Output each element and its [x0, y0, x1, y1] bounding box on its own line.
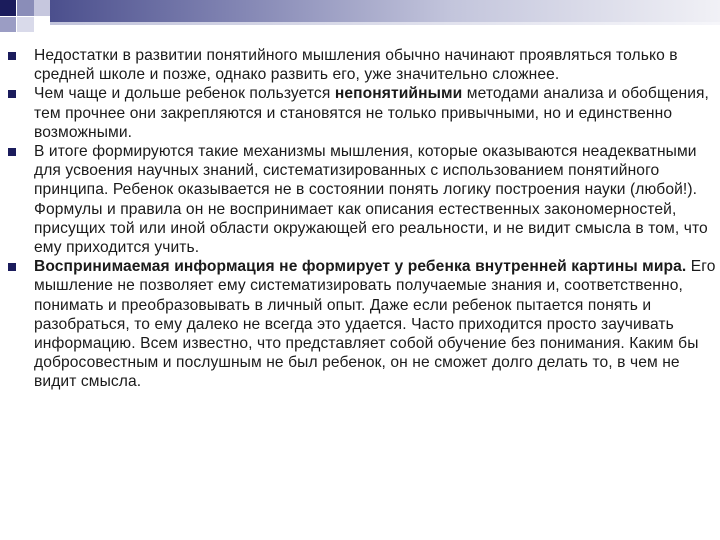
- list-item: [8, 142, 716, 257]
- decor-square-light: [34, 0, 50, 16]
- list-item: [8, 257, 716, 391]
- bullet-text-start: Чем чаще и дольше ребенок пользуется: [34, 85, 335, 103]
- header-gradient-bar: [50, 0, 720, 22]
- decor-square-mid: [17, 0, 34, 16]
- bullet-text-bold: Воспринимаемая информация не формирует у ребенка внутренней картины мира.: [34, 258, 687, 276]
- bullet-text-end: методами анализа и обобщения, тем прочнее они закрепляются и становятся не только привычными, но и единственно возможными.: [34, 85, 709, 141]
- decor-square-light: [17, 17, 34, 32]
- decor-square-dark: [0, 0, 16, 16]
- list-item: [8, 46, 716, 84]
- square-bullet-icon: [8, 148, 16, 156]
- square-bullet-icon: [8, 263, 16, 271]
- square-bullet-icon: [8, 90, 16, 98]
- bullet-list: [8, 46, 716, 392]
- decor-square-mid: [0, 17, 16, 32]
- bullet-text-bold: непонятийными: [334, 85, 463, 103]
- header-divider: [50, 22, 720, 25]
- bullet-text: Недостатки в развитии понятийного мышления обычно начинают проявляться только в средней школе и позже, однако развить его, уже значительно сложнее.: [34, 47, 678, 84]
- bullet-text: В итоге формируются такие механизмы мышления, которые оказываются неадекватными для усвоения научных знаний, систематизированных с использованием понятийного принципа. Ребенок оказывается не в состоянии понять логику построения науки (любой!). Формулы и правила он не воспринимает как описания естественных закономерностей, присущих той или иной области окружающей его реальности, и не видит смысла в том, что ему приходится учить.: [34, 143, 708, 257]
- bullet-text-end: Его мышление не позволяет ему систематизировать получаемые знания и, соответственно, понимать и преобразовывать в личный опыт. Даже если ребенок пытается понять и разобраться, то ему далеко не всегда это удается. Часто приходится просто заучивать информацию. Всем известно, что представляет собой обучение без понимания. Каким бы добросовестным и послушным не был ребенок, он не сможет долго делать то, в чем не видит смысла.: [34, 258, 716, 391]
- list-item: [8, 84, 716, 142]
- square-bullet-icon: [8, 52, 16, 60]
